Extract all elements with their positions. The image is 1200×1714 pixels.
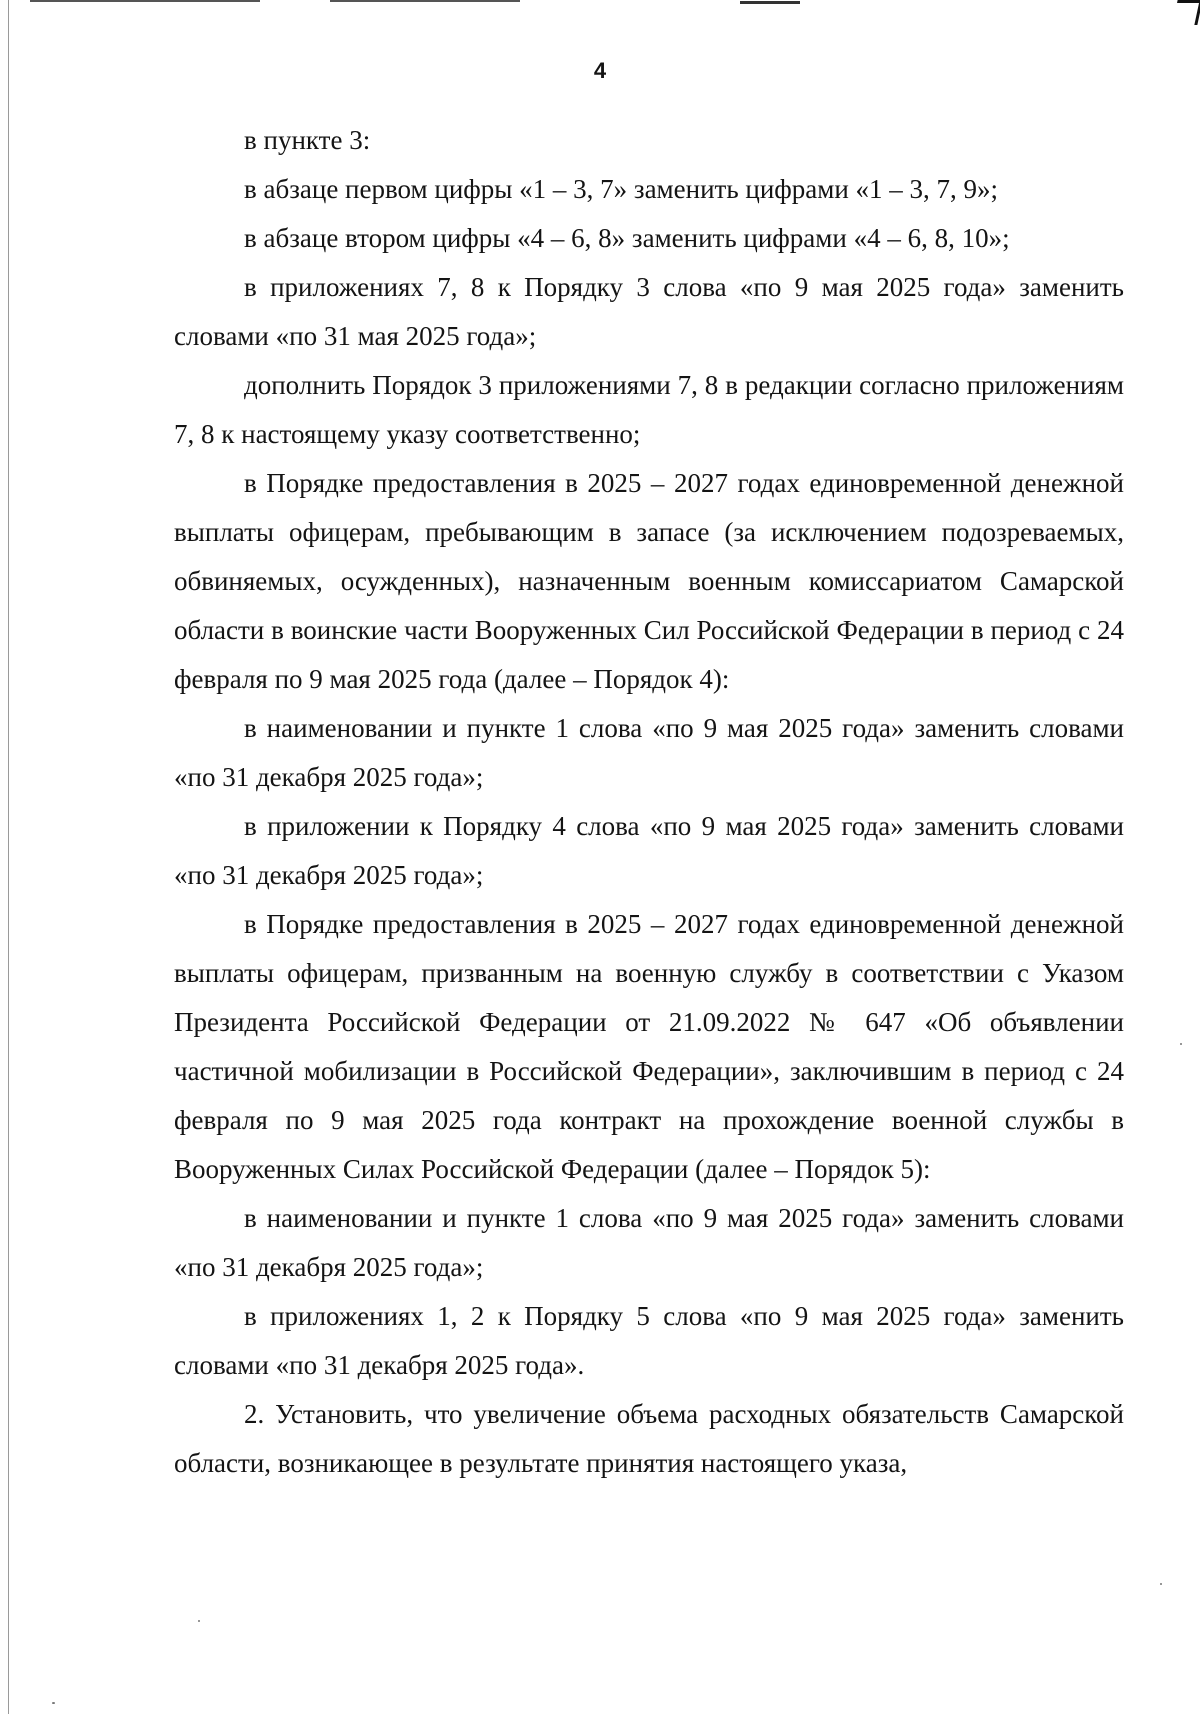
paragraph-order-5-appendices: в приложениях 1, 2 к Порядку 5 слова «по 9 мая 2025 года» заменить словами «по 31 декабря 2025 года». (174, 1301, 1124, 1380)
scan-edge-mark (740, 1, 800, 4)
paragraph-order-5-name: в наименовании и пункте 1 слова «по 9 мая 2025 года» заменить словами «по 31 декабря 2025 года»; (174, 1203, 1124, 1282)
paragraph-first-abzac: в абзаце первом цифры «1 – 3, 7» заменить цифрами «1 – 3, 7, 9»; (244, 174, 999, 204)
paragraph-supplement-order-3: дополнить Порядок 3 приложениями 7, 8 в редакции согласно приложениям 7, 8 к настоящему указу соответственно; (174, 370, 1124, 449)
document-body (174, 116, 1124, 1488)
paragraph-item-3-header: в пункте 3: (244, 125, 371, 155)
paragraph-order-4-name: в наименовании и пункте 1 слова «по 9 мая 2025 года» заменить словами «по 31 декабря 2025 года»; (174, 713, 1124, 792)
scan-edge-mark (30, 0, 260, 2)
scan-speck (198, 1620, 200, 1622)
paragraph-item-2: 2. Установить, что увеличение объема расходных обязательств Самарской области, возникающее в результате принятия настоящего указа, (174, 1399, 1124, 1478)
paragraph-order-4-appendix: в приложении к Порядку 4 слова «по 9 мая 2025 года» заменить словами «по 31 декабря 2025 года»; (174, 811, 1124, 890)
paragraph-order-5-title: в Порядке предоставления в 2025 – 2027 годах единовременной денежной выплаты офицерам, призванным на военную службу в соответствии с Указом Президента Российской Федерации от 21.09.2022 № 647 «Об объявлении частичной мобилизации в Российской Федерации», заключившим в период с 24 февраля по 9 мая 2025 года контракт на прохождение военной службы в Вооруженных Силах Российской Федерации (далее – Порядок 5): (174, 909, 1124, 1184)
paragraph-appendices-7-8: в приложениях 7, 8 к Порядку 3 слова «по 9 мая 2025 года» заменить словами «по 31 мая 2025 года»; (174, 272, 1124, 351)
paragraph-order-4-title: в Порядке предоставления в 2025 – 2027 годах единовременной денежной выплаты офицерам, пребывающим в запасе (за исключением подозреваемых, обвиняемых, осужденных), назначенным военным комиссариатом Самарской области в воинские части Вооруженных Сил Российской Федерации в период с 24 февраля по 9 мая 2025 года (далее – Порядок 4): (174, 468, 1124, 694)
scan-corner-mark (1172, 0, 1200, 25)
paragraph-second-abzac: в абзаце втором цифры «4 – 6, 8» заменить цифрами «4 – 6, 8, 10»; (244, 223, 1010, 253)
scan-edge-mark (330, 0, 520, 2)
scan-speck (52, 1702, 55, 1704)
scan-speck (1180, 1043, 1182, 1045)
scan-speck (1160, 1583, 1162, 1585)
scan-left-edge (8, 0, 9, 1714)
page-number: 4 (593, 58, 607, 83)
